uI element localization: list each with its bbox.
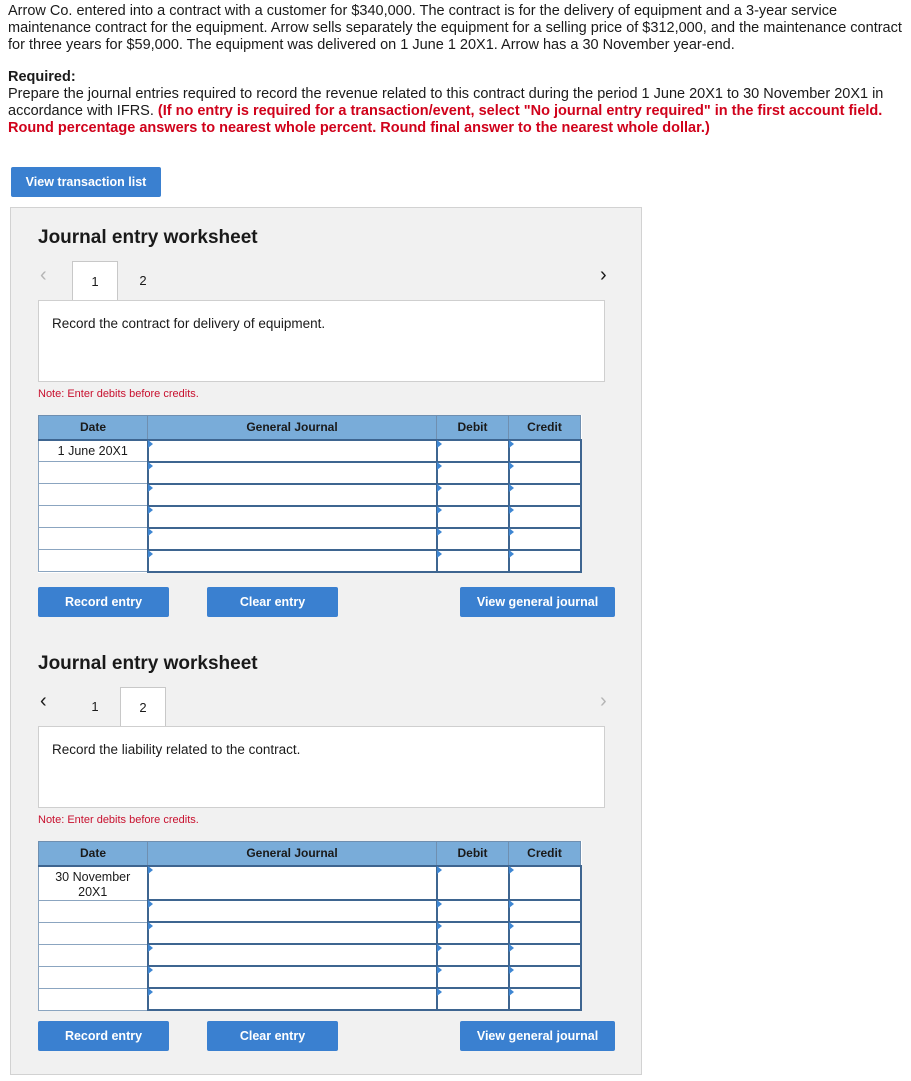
account-select[interactable] xyxy=(148,484,437,506)
instruction-text: (If no entry is required for a transaction/event, select "No journal entry required" in the first account field. Round percentage answers to nearest whole percent. Round final answer to the nearest whole dollar.) xyxy=(8,103,883,136)
credit-input[interactable] xyxy=(509,966,581,988)
credit-input[interactable] xyxy=(509,866,581,901)
debit-input[interactable] xyxy=(437,506,509,528)
table-row xyxy=(39,462,581,484)
worksheet-title: Journal entry worksheet xyxy=(38,653,258,674)
chevron-left-icon[interactable]: ‹ xyxy=(40,264,47,286)
date-cell xyxy=(39,988,148,1010)
debit-input[interactable] xyxy=(437,922,509,944)
debit-input[interactable] xyxy=(437,988,509,1010)
account-select[interactable] xyxy=(148,550,437,572)
debit-input[interactable] xyxy=(437,528,509,550)
record-entry-button[interactable]: Record entry xyxy=(38,587,169,617)
table-row xyxy=(39,440,581,462)
header-date: Date xyxy=(39,842,148,866)
chevron-right-icon[interactable]: › xyxy=(600,690,607,712)
view-transaction-list-button[interactable]: View transaction list xyxy=(11,167,161,197)
account-select[interactable] xyxy=(148,528,437,550)
table-row xyxy=(39,506,581,528)
debit-input[interactable] xyxy=(437,944,509,966)
header-debit: Debit xyxy=(437,842,509,866)
credit-input[interactable] xyxy=(509,900,581,922)
account-select[interactable] xyxy=(148,440,437,462)
account-select[interactable] xyxy=(148,506,437,528)
table-row xyxy=(39,550,581,572)
journal-worksheet-2 xyxy=(11,634,643,1054)
credit-input[interactable] xyxy=(509,462,581,484)
problem-text: Arrow Co. entered into a contract with a customer for $340,000. The contract is for the delivery of equipment and a 3-year service maintenance contract for the equipment. Arrow sells separately the equipment for a selling price of $312,000, and the maintenance contract for three years for $59,000. The equipment was delivered on 1 June 1 20X1. Arrow has a 30 November year-end. xyxy=(8,3,902,53)
table-row xyxy=(39,966,581,988)
credit-input[interactable] xyxy=(509,922,581,944)
account-select[interactable] xyxy=(148,900,437,922)
tab-2[interactable]: 2 xyxy=(120,687,166,727)
clear-entry-button[interactable]: Clear entry xyxy=(207,1021,338,1051)
worksheet-panel xyxy=(10,207,642,1075)
account-select[interactable] xyxy=(148,866,437,901)
credit-input[interactable] xyxy=(509,528,581,550)
date-cell xyxy=(39,506,148,528)
table-header xyxy=(39,842,581,866)
account-select[interactable] xyxy=(148,462,437,484)
debit-input[interactable] xyxy=(437,550,509,572)
table-row xyxy=(39,900,581,922)
journal-table xyxy=(38,841,582,1011)
table-row xyxy=(39,988,581,1010)
table-row xyxy=(39,484,581,506)
required-text xyxy=(8,86,908,137)
worksheet-title: Journal entry worksheet xyxy=(38,227,258,248)
required-heading: Required: xyxy=(8,69,76,85)
tab-2[interactable]: 2 xyxy=(139,273,147,288)
date-cell xyxy=(39,484,148,506)
note-text: Note: Enter debits before credits. xyxy=(38,388,199,400)
date-cell xyxy=(39,944,148,966)
entry-description: Record the liability related to the contract. xyxy=(38,726,605,808)
debit-input[interactable] xyxy=(437,462,509,484)
debit-input[interactable] xyxy=(437,484,509,506)
account-select[interactable] xyxy=(148,944,437,966)
account-select[interactable] xyxy=(148,922,437,944)
account-select[interactable] xyxy=(148,988,437,1010)
required-body: Prepare the journal entries required to record the revenue related to this contract during the period 1 June 20X1 to 30 November 20X1 in accordance with IFRS. xyxy=(8,86,884,119)
debit-input[interactable] xyxy=(437,966,509,988)
credit-input[interactable] xyxy=(509,506,581,528)
problem-statement xyxy=(8,3,908,137)
tab-1[interactable]: 1 xyxy=(72,261,118,301)
chevron-right-icon[interactable]: › xyxy=(600,264,607,286)
credit-input[interactable] xyxy=(509,484,581,506)
record-entry-button[interactable]: Record entry xyxy=(38,1021,169,1051)
credit-input[interactable] xyxy=(509,440,581,462)
header-general-journal: General Journal xyxy=(148,842,437,866)
date-cell xyxy=(39,922,148,944)
chevron-left-icon[interactable]: ‹ xyxy=(40,690,47,712)
date-cell: 30 November 20X1 xyxy=(39,866,148,901)
header-general-journal: General Journal xyxy=(148,416,437,440)
header-date: Date xyxy=(39,416,148,440)
clear-entry-button[interactable]: Clear entry xyxy=(207,587,338,617)
date-cell xyxy=(39,462,148,484)
journal-worksheet-1 xyxy=(11,208,643,628)
credit-input[interactable] xyxy=(509,944,581,966)
tab-1[interactable]: 1 xyxy=(91,699,99,714)
entry-description: Record the contract for delivery of equipment. xyxy=(38,300,605,382)
table-row xyxy=(39,922,581,944)
date-cell xyxy=(39,550,148,572)
note-text: Note: Enter debits before credits. xyxy=(38,814,199,826)
journal-table xyxy=(38,415,582,573)
table-row xyxy=(39,528,581,550)
date-cell xyxy=(39,966,148,988)
view-general-journal-button[interactable]: View general journal xyxy=(460,1021,615,1051)
header-debit: Debit xyxy=(437,416,509,440)
header-credit: Credit xyxy=(509,842,581,866)
debit-input[interactable] xyxy=(437,440,509,462)
table-row xyxy=(39,944,581,966)
account-select[interactable] xyxy=(148,966,437,988)
date-cell: 1 June 20X1 xyxy=(39,440,148,462)
view-general-journal-button[interactable]: View general journal xyxy=(460,587,615,617)
debit-input[interactable] xyxy=(437,866,509,901)
table-header xyxy=(39,416,581,440)
date-cell xyxy=(39,528,148,550)
credit-input[interactable] xyxy=(509,550,581,572)
table-row xyxy=(39,866,581,901)
date-cell xyxy=(39,900,148,922)
credit-input[interactable] xyxy=(509,988,581,1010)
debit-input[interactable] xyxy=(437,900,509,922)
header-credit: Credit xyxy=(509,416,581,440)
